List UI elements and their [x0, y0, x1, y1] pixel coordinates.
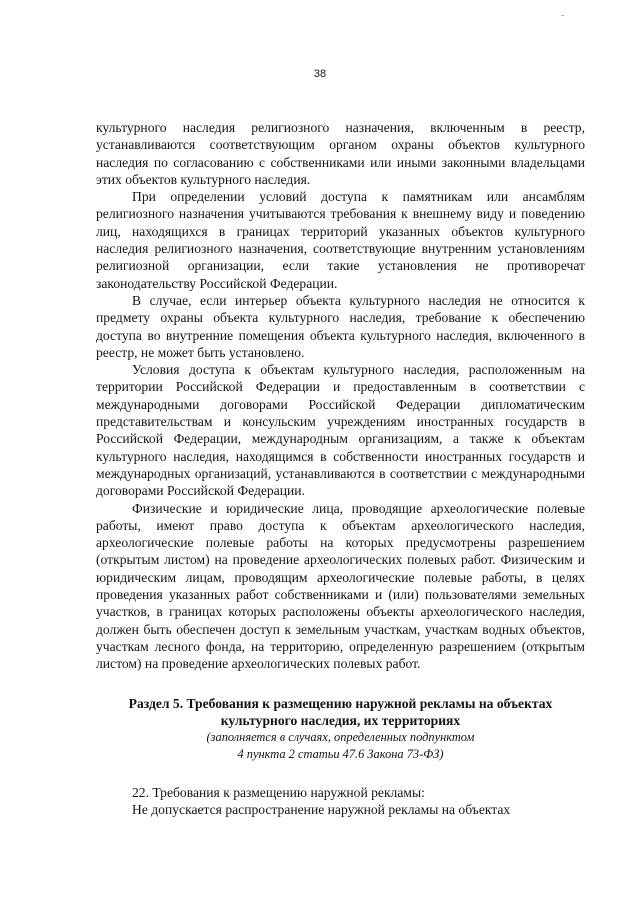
item-heading: 22. Требования к размещению наружной рекламы: [132, 785, 425, 801]
section-title-line2: культурного наследия, их территориях [220, 712, 461, 728]
paragraph-religious-access: При определении условий доступа к памятникам или ансамблям религиозного назначения учитываются требования к внешнему виду и поведению лиц, находящихся в границах территорий указанных объектов культурного наследия религиозного назначения, соответствующие внутренним установлениям религиозной организации, если такие установления не противоречат законодательству Российской Федерации. [96, 189, 585, 291]
section-title [96, 695, 585, 730]
section-note-line1: (заполняется в случаях, определенных подпунктом [206, 730, 475, 745]
document-body [96, 119, 585, 819]
paragraph-diplomatic: Условия доступа к объектам культурного наследия, расположенным на территории Российской Федерации и предоставленным в соответствии с международными договорами Российской Федерации дипломатическим представительствам и консульским учреждениям иностранных государств в Российской Федерации, международным организациям, а также к объектам культурного наследия, находящимся в собственности иностранных государств и международных организаций, устанавливаются в соответствии с международными договорами Российской Федерации. [96, 362, 585, 499]
paragraph-interior: В случае, если интерьер объекта культурного наследия не относится к предмету охраны объекта культурного наследия, требование к обеспечению доступа во внутренние помещения объекта культурного наследия, включенного в реестр, не может быть установлено. [96, 292, 585, 360]
corner-mark: ˜ [561, 14, 565, 25]
section-title-line1: Раздел 5. Требования к размещению наружной рекламы на объектах [128, 695, 553, 711]
paragraph-last-line: Не допускается распространение наружной рекламы на объектах [132, 802, 511, 818]
paragraph-continuation: культурного наследия религиозного назначения, включенным в реестр, устанавливаются соответствующим органом охраны объектов культурного наследия по согласованию с собственниками или иными законными владельцами этих объектов культурного наследия. [96, 120, 585, 187]
section-note [96, 729, 585, 762]
page-number: 38 [313, 68, 327, 80]
paragraph-archaeological: Физические и юридические лица, проводящие археологические полевые работы, имеют право доступа к объектам археологического наследия, археологические полевые работы на которых предусмотрены разрешением (открытым листом) на проведение археологических полевых работ. Физическим и юридическим лицам, проводящим археологические полевые работы, в целях проведения указанных работ собственниками и (или) пользователями земельных участков, в границах которых расположены объекты археологического наследия, должен быть обеспечен доступ к земельным участкам, участкам водных объектов, участкам лесного фонда, на территорию, определенную разрешением (открытым листом) на проведение археологических полевых работ. [96, 500, 585, 672]
section-note-line2: 4 пункта 2 статьи 47.6 Закона 73-ФЗ) [237, 746, 444, 761]
